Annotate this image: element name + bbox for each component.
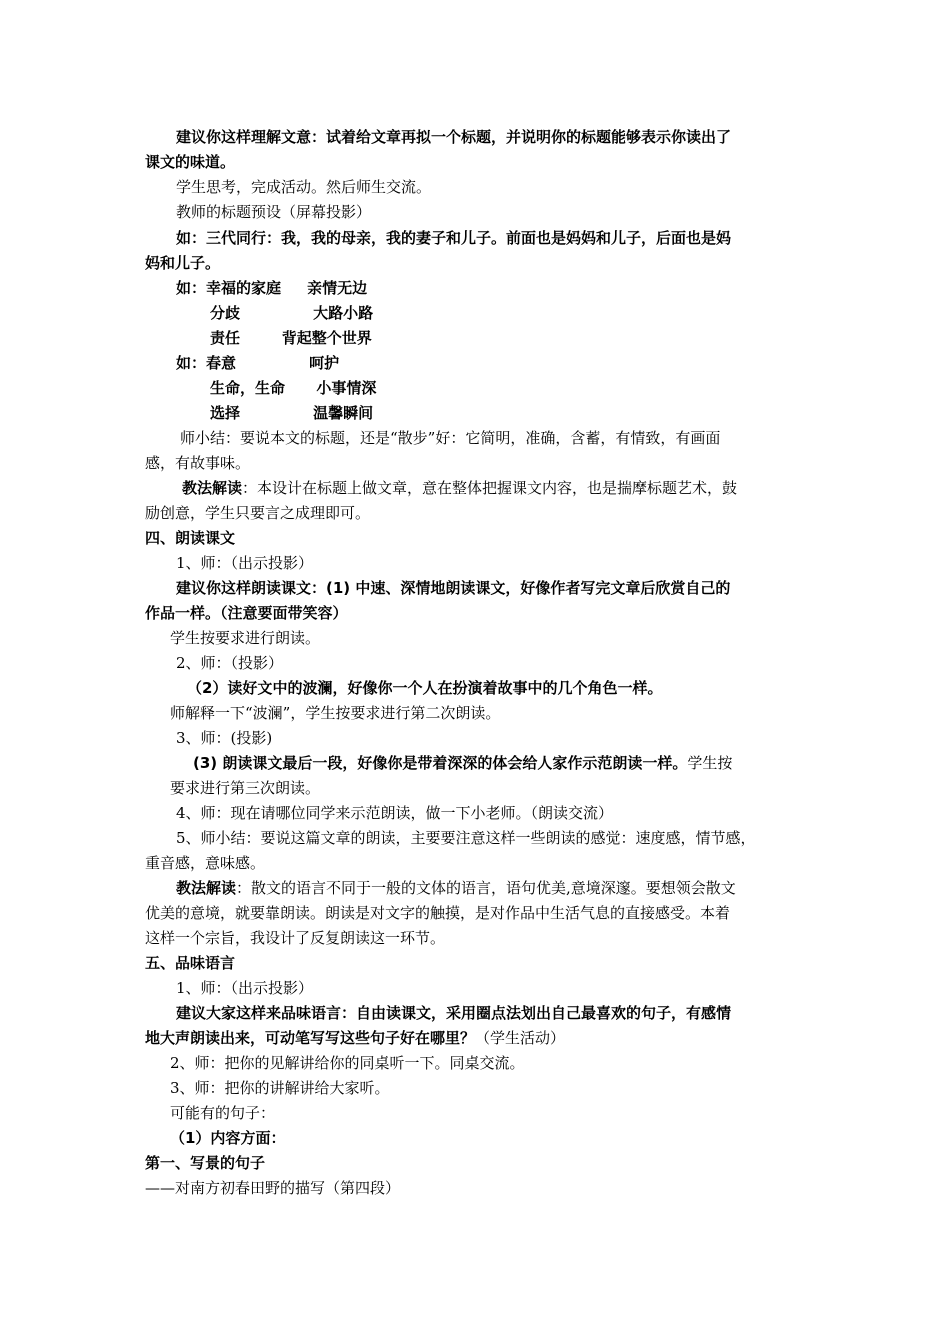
paragraph-line: 3、师：(投影) [176, 729, 273, 747]
section-heading: 五、品味语言 [145, 954, 236, 972]
paragraph-line: 建议你这样朗读课文：(1) 中速、深情地朗读课文，好像作者写完文章后欣赏自己的 [176, 579, 731, 597]
paragraph-line: 学生按要求进行朗读。 [170, 629, 321, 647]
paragraph-line: 重音感，意味感。 [145, 854, 266, 872]
paragraph-line [182, 477, 737, 499]
paragraph-line: 1、师：（出示投影） [176, 979, 314, 997]
paragraph-line: 励创意，学生只要言之成理即可。 [145, 504, 371, 522]
paragraph-line: 师解释一下“波澜”，学生按要求进行第二次朗读。 [170, 704, 501, 722]
paragraph-line: 妈和儿子。 [145, 254, 221, 272]
paragraph-line: 2、师：把你的见解讲给你的同桌听一下。同桌交流。 [170, 1054, 525, 1072]
paragraph-line: 作品一样。（注意要面带笑容） [145, 604, 348, 622]
paragraph-line: 建议大家这样来品味语言：自由读课文，采用圈点法划出自己最喜欢的句子，有感情 [176, 1004, 732, 1022]
paragraph-line: 师小结：要说本文的标题，还是“散步”好：它简明，准确，含蓄，有情致，有画面 [180, 429, 721, 447]
title-option-line: 责任 背起整个世界 [210, 329, 372, 347]
paragraph-line: 要求进行第三次朗读。 [170, 779, 321, 797]
title-option-line: 生命，生命 小事情深 [210, 379, 377, 397]
paragraph-line: 1、师：（出示投影） [176, 554, 314, 572]
title-option-line: 分歧 大路小路 [210, 304, 374, 322]
paragraph-line: 这样一个宗旨，我设计了反复朗读这一环节。 [145, 929, 446, 947]
tasting-instruction: 地大声朗读出来，可动笔写写这些句子好在哪里？ [145, 1029, 476, 1047]
reading-instruction: (3) 朗读课文最后一段，好像你是带着深深的体会给人家作示范朗读一样。 [193, 754, 688, 772]
paragraph-line: 教师的标题预设（屏幕投影） [176, 203, 372, 221]
paragraph-line: 3、师：把你的讲解讲给大家听。 [170, 1079, 390, 1097]
paragraph-line [176, 877, 736, 899]
teaching-note-text: ：散文的语言不同于一般的文体的语言，语句优美,意境深邃。要想领会散文 [236, 879, 736, 897]
paragraph-line: 5、师小结：要说这篇文章的朗读，主要要注意这样一些朗读的感觉：速度感，情节感， [176, 829, 756, 847]
title-option-line: 选择 温馨瞬间 [210, 404, 374, 422]
paragraph-line [145, 1027, 565, 1049]
paragraph-line: 优美的意境，就要靠朗读。朗读是对文字的触摸，是对作品中生活气息的直接感受。本着 [145, 904, 731, 922]
paragraph-line: （2）读好文中的波澜，好像你一个人在扮演着故事中的几个角色一样。 [187, 679, 663, 697]
section-heading: 四、朗读课文 [145, 529, 236, 547]
teaching-note-label: 教法解读 [182, 479, 243, 497]
paragraph-line: 4、师：现在请哪位同学来示范朗读，做一下小老师。（朗读交流） [176, 804, 614, 822]
student-activity-note: （学生活动） [475, 1029, 566, 1047]
paragraph-line: 2、师：（投影） [176, 654, 284, 672]
paragraph-line: 可能有的句子： [170, 1104, 276, 1122]
title-option-line: 如：幸福的家庭 亲情无边 [176, 279, 368, 297]
title-option-line: 如：春意 呵护 [176, 354, 340, 372]
paragraph-line: 建议你这样理解文意：试着给文章再拟一个标题，并说明你的标题能够表示你读出了 [176, 128, 732, 146]
paragraph-line [193, 752, 732, 774]
paragraph-line: 如：三代同行：我，我的母亲，我的妻子和儿子。前面也是妈妈和儿子，后面也是妈 [176, 229, 732, 247]
paragraph-line: ——对南方初春田野的描写（第四段） [145, 1179, 401, 1197]
subheading: （1）内容方面： [170, 1129, 286, 1147]
teaching-note-label: 教法解读 [176, 879, 237, 897]
paragraph-line: 感，有故事味。 [145, 454, 251, 472]
teaching-note-text: ：本设计在标题上做文章，意在整体把握课文内容，也是揣摩标题艺术，鼓 [242, 479, 738, 497]
paragraph-line: 课文的味道。 [145, 153, 236, 171]
reading-instruction-tail: 学生按 [687, 754, 733, 772]
paragraph-line: 学生思考，完成活动。然后师生交流。 [176, 178, 432, 196]
subheading: 第一、写景的句子 [145, 1154, 266, 1172]
